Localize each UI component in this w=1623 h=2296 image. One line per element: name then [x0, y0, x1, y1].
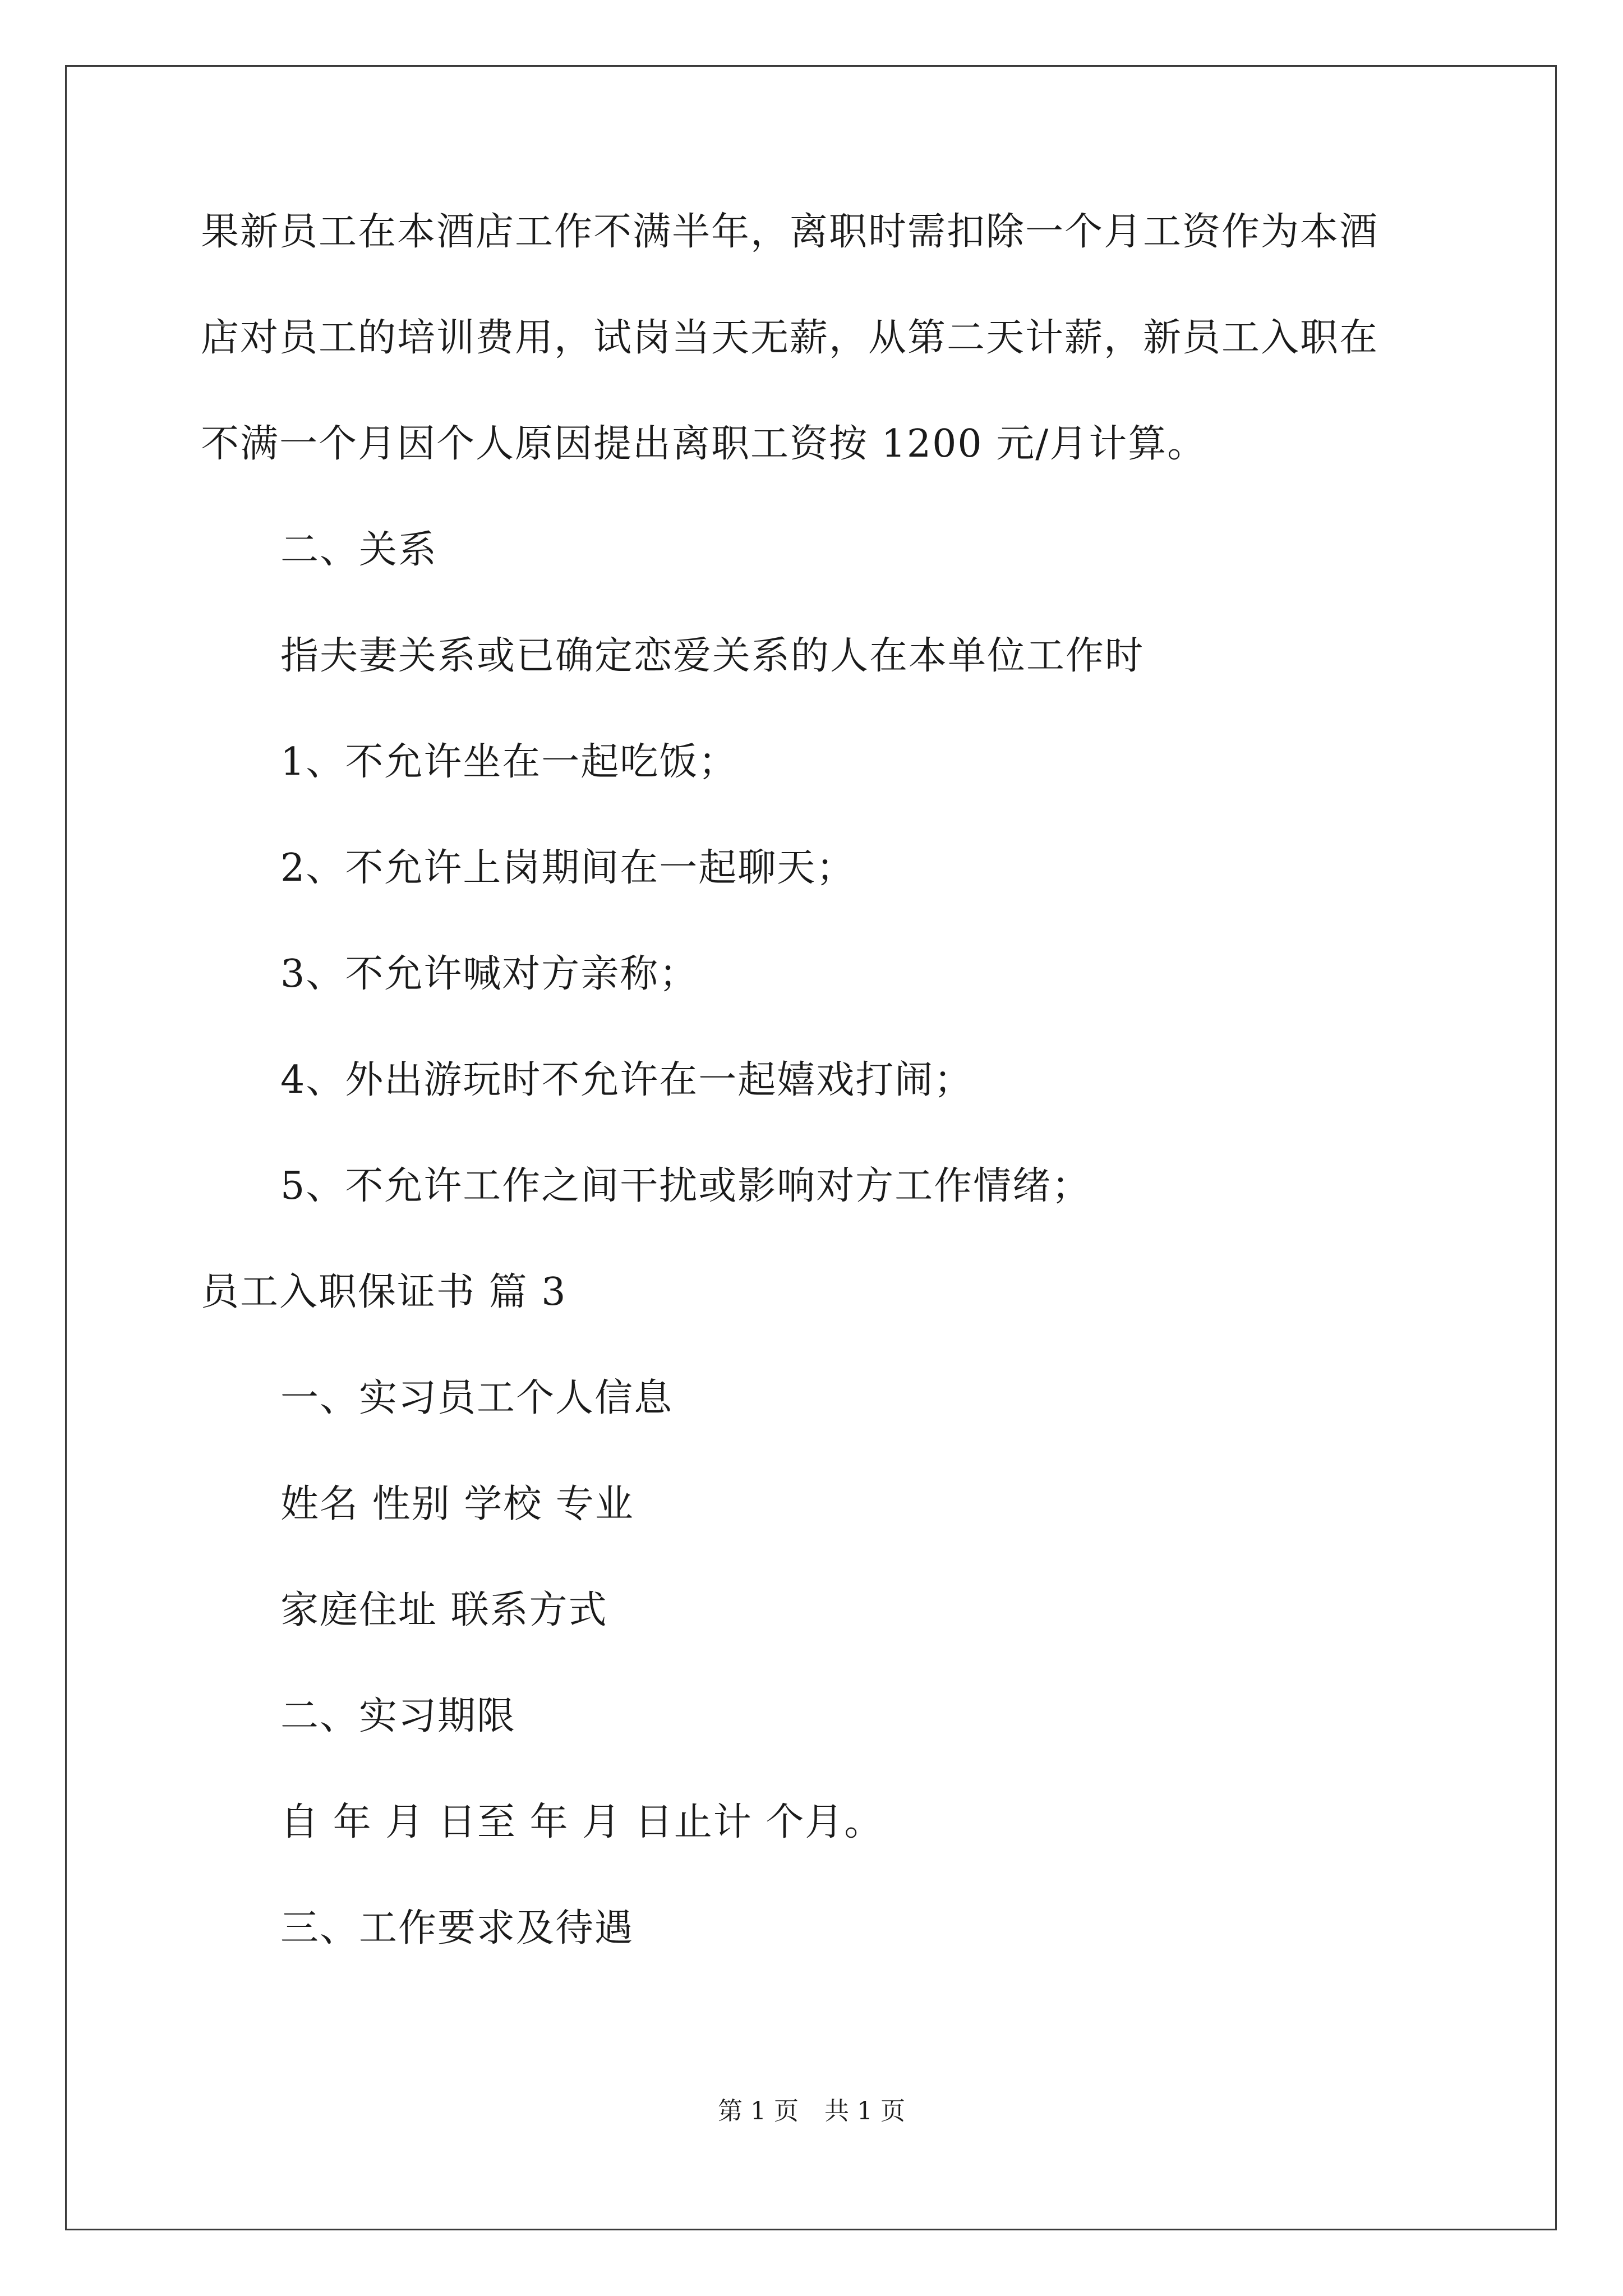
page-footer — [0, 2099, 1623, 2124]
list-item: 3、不允许喊对方亲称； — [280, 952, 699, 996]
document-title: 员工入职保证书 篇 3 — [201, 1270, 567, 1314]
section-heading: 三、工作要求及待遇 — [280, 1906, 634, 1950]
page-number: 第 1 页 — [718, 2097, 799, 2125]
list-item: 4、外出游玩时不允许在一起嬉戏打闹； — [280, 1058, 974, 1102]
paragraph-line: 果新员工在本酒店工作不满半年，离职时需扣除一个月工资作为本酒 — [201, 210, 1379, 254]
section-heading: 一、实习员工个人信息 — [280, 1376, 674, 1420]
section-heading: 二、关系 — [280, 528, 438, 572]
form-fields-line: 自 年 月 日至 年 月 日止计 个月。 — [280, 1800, 884, 1844]
paragraph-line: 不满一个月因个人原因提出离职工资按 1200 元/月计算。 — [201, 422, 1207, 466]
page-total: 共 1 页 — [824, 2097, 905, 2125]
form-fields-line: 姓名 性别 学校 专业 — [280, 1482, 634, 1526]
form-fields-line: 家庭住址 联系方式 — [280, 1588, 608, 1632]
list-item: 2、不允许上岗期间在一起聊天； — [280, 846, 856, 890]
document-body — [201, 210, 1435, 2016]
paragraph-line: 指夫妻关系或已确定恋爱关系的人在本单位工作时 — [280, 634, 1145, 678]
paragraph-line: 店对员工的培训费用，试岗当天无薪，从第二天计薪，新员工入职在 — [201, 316, 1379, 360]
list-item: 5、不允许工作之间干扰或影响对方工作情绪； — [280, 1164, 1091, 1208]
list-item: 1、不允许坐在一起吃饭； — [280, 740, 738, 784]
section-heading: 二、实习期限 — [280, 1694, 517, 1738]
